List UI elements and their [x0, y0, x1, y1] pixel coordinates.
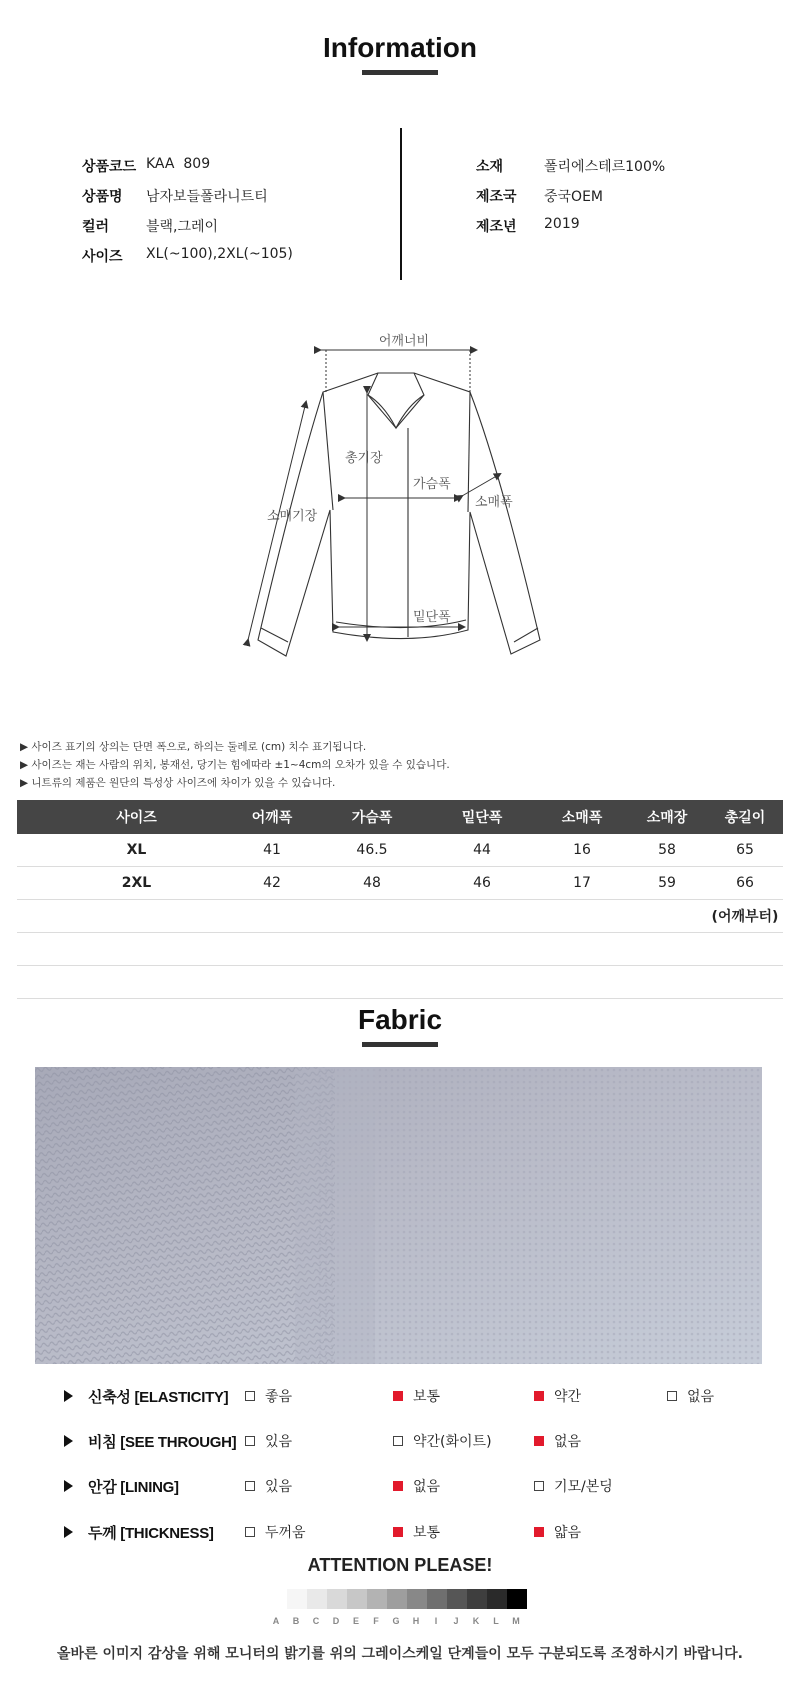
fabric-texture-svg: [35, 1067, 762, 1364]
option-none[interactable]: 없음: [534, 1431, 581, 1451]
grayscale-label: M: [512, 1616, 520, 1626]
note-line: ▶ 사이즈는 재는 사람의 위치, 봉재선, 당기는 힘에따라 ±1~4cm의 오차가 있을 수 있습니다.: [20, 759, 450, 771]
header-cell: 어깨폭: [227, 800, 317, 834]
grayscale-step: [287, 1589, 307, 1609]
property-thickness: [0, 1522, 800, 1542]
triangle-right-icon: [64, 1435, 73, 1447]
grayscale-step: [387, 1589, 407, 1609]
table-cell: 2XL: [17, 867, 227, 900]
grayscale-label: B: [292, 1616, 300, 1626]
property-name: 비침 [SEE THROUGH]: [88, 1434, 237, 1451]
size-table-header: [17, 800, 783, 834]
property-name: 신축성 [ELASTICITY]: [88, 1389, 229, 1406]
checkbox-icon: [667, 1391, 677, 1401]
information-title: Information: [323, 32, 477, 63]
note-line: ▶ 니트류의 제품은 원단의 특성상 사이즈에 차이가 있을 수 있습니다.: [20, 777, 336, 789]
grayscale-step: [507, 1589, 527, 1609]
property-lining: [0, 1476, 800, 1496]
table-cell: 46.5: [317, 834, 427, 867]
information-title-underline: [362, 70, 438, 75]
option-slight[interactable]: 약간: [534, 1386, 581, 1406]
info-value: 2019: [544, 216, 580, 232]
table-cell: 46: [427, 867, 537, 900]
label-length: 총기장: [345, 451, 383, 466]
info-key: 사이즈: [82, 249, 123, 265]
checkbox-checked-icon: [534, 1527, 544, 1537]
info-row-code: [82, 156, 210, 176]
table-cell: 66: [707, 867, 783, 900]
header-cell: 사이즈: [17, 800, 227, 834]
option-yes[interactable]: 있음: [245, 1476, 292, 1496]
info-row-material: [476, 156, 665, 176]
grayscale-strip: [287, 1589, 527, 1609]
table-cell: 48: [317, 867, 427, 900]
grayscale-step: [327, 1589, 347, 1609]
grayscale-label: F: [373, 1616, 379, 1626]
info-row-year: [476, 216, 580, 236]
info-value: 블랙,그레이: [146, 219, 219, 235]
table-row: [17, 867, 783, 900]
checkbox-checked-icon: [534, 1391, 544, 1401]
checkbox-checked-icon: [534, 1436, 544, 1446]
header-cell: 밑단폭: [427, 800, 537, 834]
table-cell: 59: [627, 867, 707, 900]
info-value: XL(~100),2XL(~105): [146, 246, 293, 262]
info-divider: [400, 128, 402, 280]
grayscale-label: E: [352, 1616, 359, 1626]
label-chest: 가슴폭: [413, 477, 451, 492]
table-cell: 42: [227, 867, 317, 900]
shirt-size-diagram: [0, 320, 800, 670]
grayscale-step: [347, 1589, 367, 1609]
property-see-through: [0, 1431, 800, 1451]
info-key: 컬러: [82, 219, 110, 235]
grayscale-step: [427, 1589, 447, 1609]
checkbox-icon: [245, 1391, 255, 1401]
table-cell: 44: [427, 834, 537, 867]
info-row-color: [82, 216, 218, 236]
checkbox-icon: [245, 1527, 255, 1537]
table-cell: 41: [227, 834, 317, 867]
header-cell: 소매장: [627, 800, 707, 834]
info-key: 상품코드: [82, 159, 137, 175]
triangle-right-icon: [64, 1526, 73, 1538]
table-cell: XL: [17, 834, 227, 867]
label-shoulder: 어깨너비: [378, 334, 430, 349]
grayscale-labels: [266, 1616, 526, 1626]
table-row: [17, 900, 783, 933]
checkbox-icon: [245, 1436, 255, 1446]
grayscale-label: A: [272, 1616, 280, 1626]
table-cell: 16: [537, 834, 627, 867]
checkbox-checked-icon: [393, 1481, 403, 1491]
info-row-origin: [476, 186, 603, 206]
option-thin[interactable]: 얇음: [534, 1522, 581, 1542]
triangle-right-icon: [64, 1480, 73, 1492]
table-cell: 58: [627, 834, 707, 867]
header-cell: 총길이: [707, 800, 783, 834]
grayscale-label: H: [412, 1616, 420, 1626]
checkbox-icon: [245, 1481, 255, 1491]
info-key: 상품명: [82, 189, 123, 205]
checkbox-icon: [534, 1481, 544, 1491]
label-hem: 밑단폭: [413, 610, 451, 625]
fabric-title: Fabric: [357, 1004, 443, 1035]
size-notes: [20, 738, 450, 792]
option-normal[interactable]: 보통: [393, 1522, 440, 1542]
option-good[interactable]: 좋음: [245, 1386, 292, 1406]
label-sleeve: 소매기장: [267, 509, 318, 524]
option-none[interactable]: 없음: [667, 1386, 714, 1406]
grayscale-step: [407, 1589, 427, 1609]
option-none[interactable]: 없음: [393, 1476, 440, 1496]
table-footnote: (어깨부터): [707, 900, 783, 933]
grayscale-step: [307, 1589, 327, 1609]
grayscale-label: G: [392, 1616, 400, 1626]
grayscale-step: [447, 1589, 467, 1609]
info-key: 제조국: [476, 189, 517, 205]
header-cell: 소매폭: [537, 800, 627, 834]
checkbox-checked-icon: [393, 1527, 403, 1537]
monitor-notice: 올바른 이미지 감상을 위해 모니터의 밝기를 위의 그레이스케일 단계들이 모두 구분되도록 조정하시기 바랍니다.: [57, 1646, 743, 1662]
info-value: 남자보들폴라니트티: [146, 189, 268, 205]
info-value: KAA 809: [146, 156, 211, 172]
option-brushed[interactable]: 기모/본딩: [534, 1476, 613, 1496]
table-row: [17, 933, 783, 966]
property-name: 두께 [THICKNESS]: [88, 1525, 214, 1542]
info-value: 폴리에스테르100%: [544, 159, 666, 175]
header-cell: 가슴폭: [317, 800, 427, 834]
grayscale-step: [367, 1589, 387, 1609]
checkbox-icon: [393, 1436, 403, 1446]
info-row-name: [82, 186, 268, 206]
info-key: 제조년: [476, 219, 517, 235]
option-thick[interactable]: 두꺼움: [245, 1522, 306, 1542]
info-row-size: [82, 246, 293, 266]
option-slight-white[interactable]: 약간(화이트): [393, 1431, 492, 1451]
info-value: 중국OEM: [544, 189, 603, 205]
property-name: 안감 [LINING]: [88, 1479, 179, 1496]
option-normal[interactable]: 보통: [393, 1386, 440, 1406]
info-key: 소재: [476, 159, 504, 175]
option-yes[interactable]: 있음: [245, 1431, 292, 1451]
table-row: [17, 834, 783, 867]
grayscale-step: [467, 1589, 487, 1609]
table-cell: 17: [537, 867, 627, 900]
attention-title: ATTENTION PLEASE!: [307, 1555, 493, 1575]
triangle-right-icon: [64, 1390, 73, 1402]
checkbox-checked-icon: [393, 1391, 403, 1401]
property-elasticity: [0, 1386, 800, 1406]
grayscale-step: [487, 1589, 507, 1609]
fabric-title-underline: [362, 1042, 438, 1047]
table-cell: 65: [707, 834, 783, 867]
grayscale-label: L: [493, 1616, 499, 1626]
table-row: [17, 966, 783, 999]
grayscale-label: D: [332, 1616, 340, 1626]
size-table: [17, 800, 783, 999]
grayscale-label: C: [312, 1616, 320, 1626]
grayscale-label: K: [472, 1616, 480, 1626]
grayscale-label: I: [434, 1616, 438, 1626]
label-cuff: 소매폭: [475, 495, 513, 510]
fabric-texture-image: [35, 1067, 762, 1364]
note-line: ▶ 사이즈 표기의 상의는 단면 폭으로, 하의는 둘레로 (cm) 치수 표기됩니다.: [20, 741, 367, 753]
grayscale-label: J: [453, 1616, 459, 1626]
